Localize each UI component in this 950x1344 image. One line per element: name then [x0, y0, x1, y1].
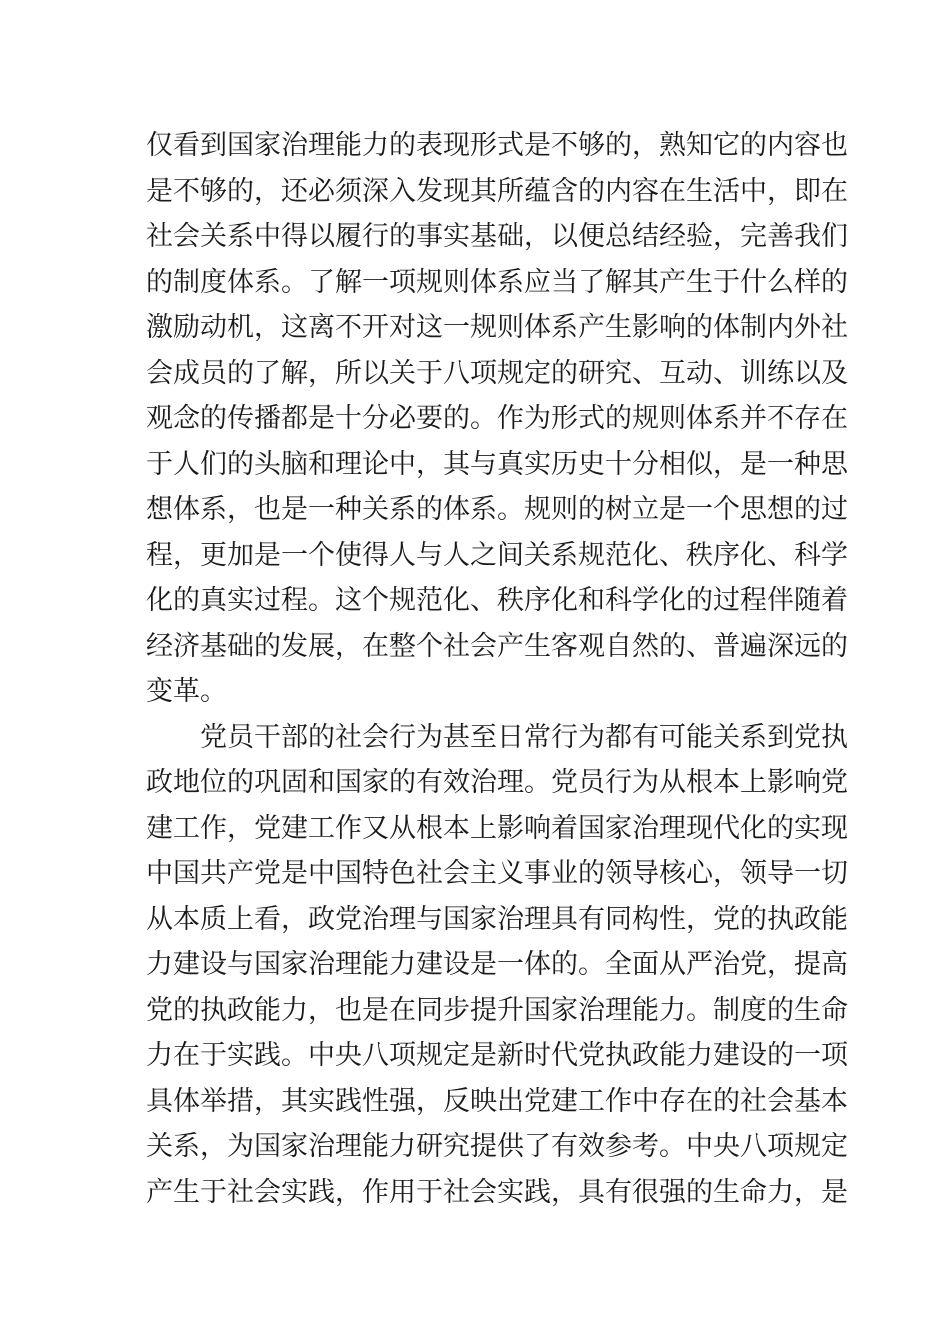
text-line: 力在于实践。中央八项规定是新时代党执政能力建设的一项: [146, 1040, 848, 1071]
paragraph-2: [146, 715, 848, 1216]
text-line: 于人们的头脑和理论中，其与真实历史十分相似，是一种思: [146, 448, 848, 480]
text-line: 政地位的巩固和国家的有效治理。党员行为从根本上影响党: [146, 767, 848, 798]
text-line: 变革。: [146, 676, 227, 707]
text-line: 具体举措，其实践性强，反映出党建工作中存在的社会基本: [146, 1085, 848, 1117]
text-line: 社会关系中得以履行的事实基础，以便总结经验，完善我们: [146, 221, 848, 252]
text-line: 力建设与国家治理能力建设是一体的。全面从严治党，提高: [146, 949, 848, 980]
body-text: [146, 123, 848, 1215]
text-line: 关系，为国家治理能力研究提供了有效参考。中央八项规定: [146, 1131, 848, 1162]
text-line: 仅看到国家治理能力的表现形式是不够的，熟知它的内容也: [146, 130, 848, 161]
text-line: 从本质上看，政党治理与国家治理具有同构性，党的执政能: [146, 903, 848, 935]
paragraph-1: [146, 123, 848, 715]
text-line: 产生于社会实践，作用于社会实践，具有很强的生命力，是: [146, 1176, 848, 1208]
text-line: 的制度体系。了解一项规则体系应当了解其产生于什么样的: [146, 266, 848, 298]
text-line: 化的真实过程。这个规范化、秩序化和科学化的过程伴随着: [146, 585, 848, 616]
text-line: 激励动机，这离不开对这一规则体系产生影响的体制内外社: [146, 312, 848, 343]
text-line: 观念的传播都是十分必要的。作为形式的规则体系并不存在: [146, 403, 848, 434]
text-line: 想体系，也是一种关系的体系。规则的树立是一个思想的过: [146, 494, 848, 525]
text-line: 党员干部的社会行为甚至日常行为都有可能关系到党执: [200, 721, 848, 753]
text-line: 是不够的，还必须深入发现其所蕴含的内容在生活中，即在: [146, 175, 848, 207]
text-line: 建工作，党建工作又从根本上影响着国家治理现代化的实现: [146, 812, 848, 844]
text-line: 会成员的了解，所以关于八项规定的研究、互动、训练以及: [146, 357, 848, 389]
text-line: 中国共产党是中国特色社会主义事业的领导核心，领导一切: [146, 858, 848, 889]
text-line: 党的执政能力，也是在同步提升国家治理能力。制度的生命: [146, 994, 848, 1026]
text-line: 程，更加是一个使得人与人之间关系规范化、秩序化、科学: [146, 539, 848, 571]
text-line: 经济基础的发展，在整个社会产生客观自然的、普遍深远的: [146, 630, 848, 662]
